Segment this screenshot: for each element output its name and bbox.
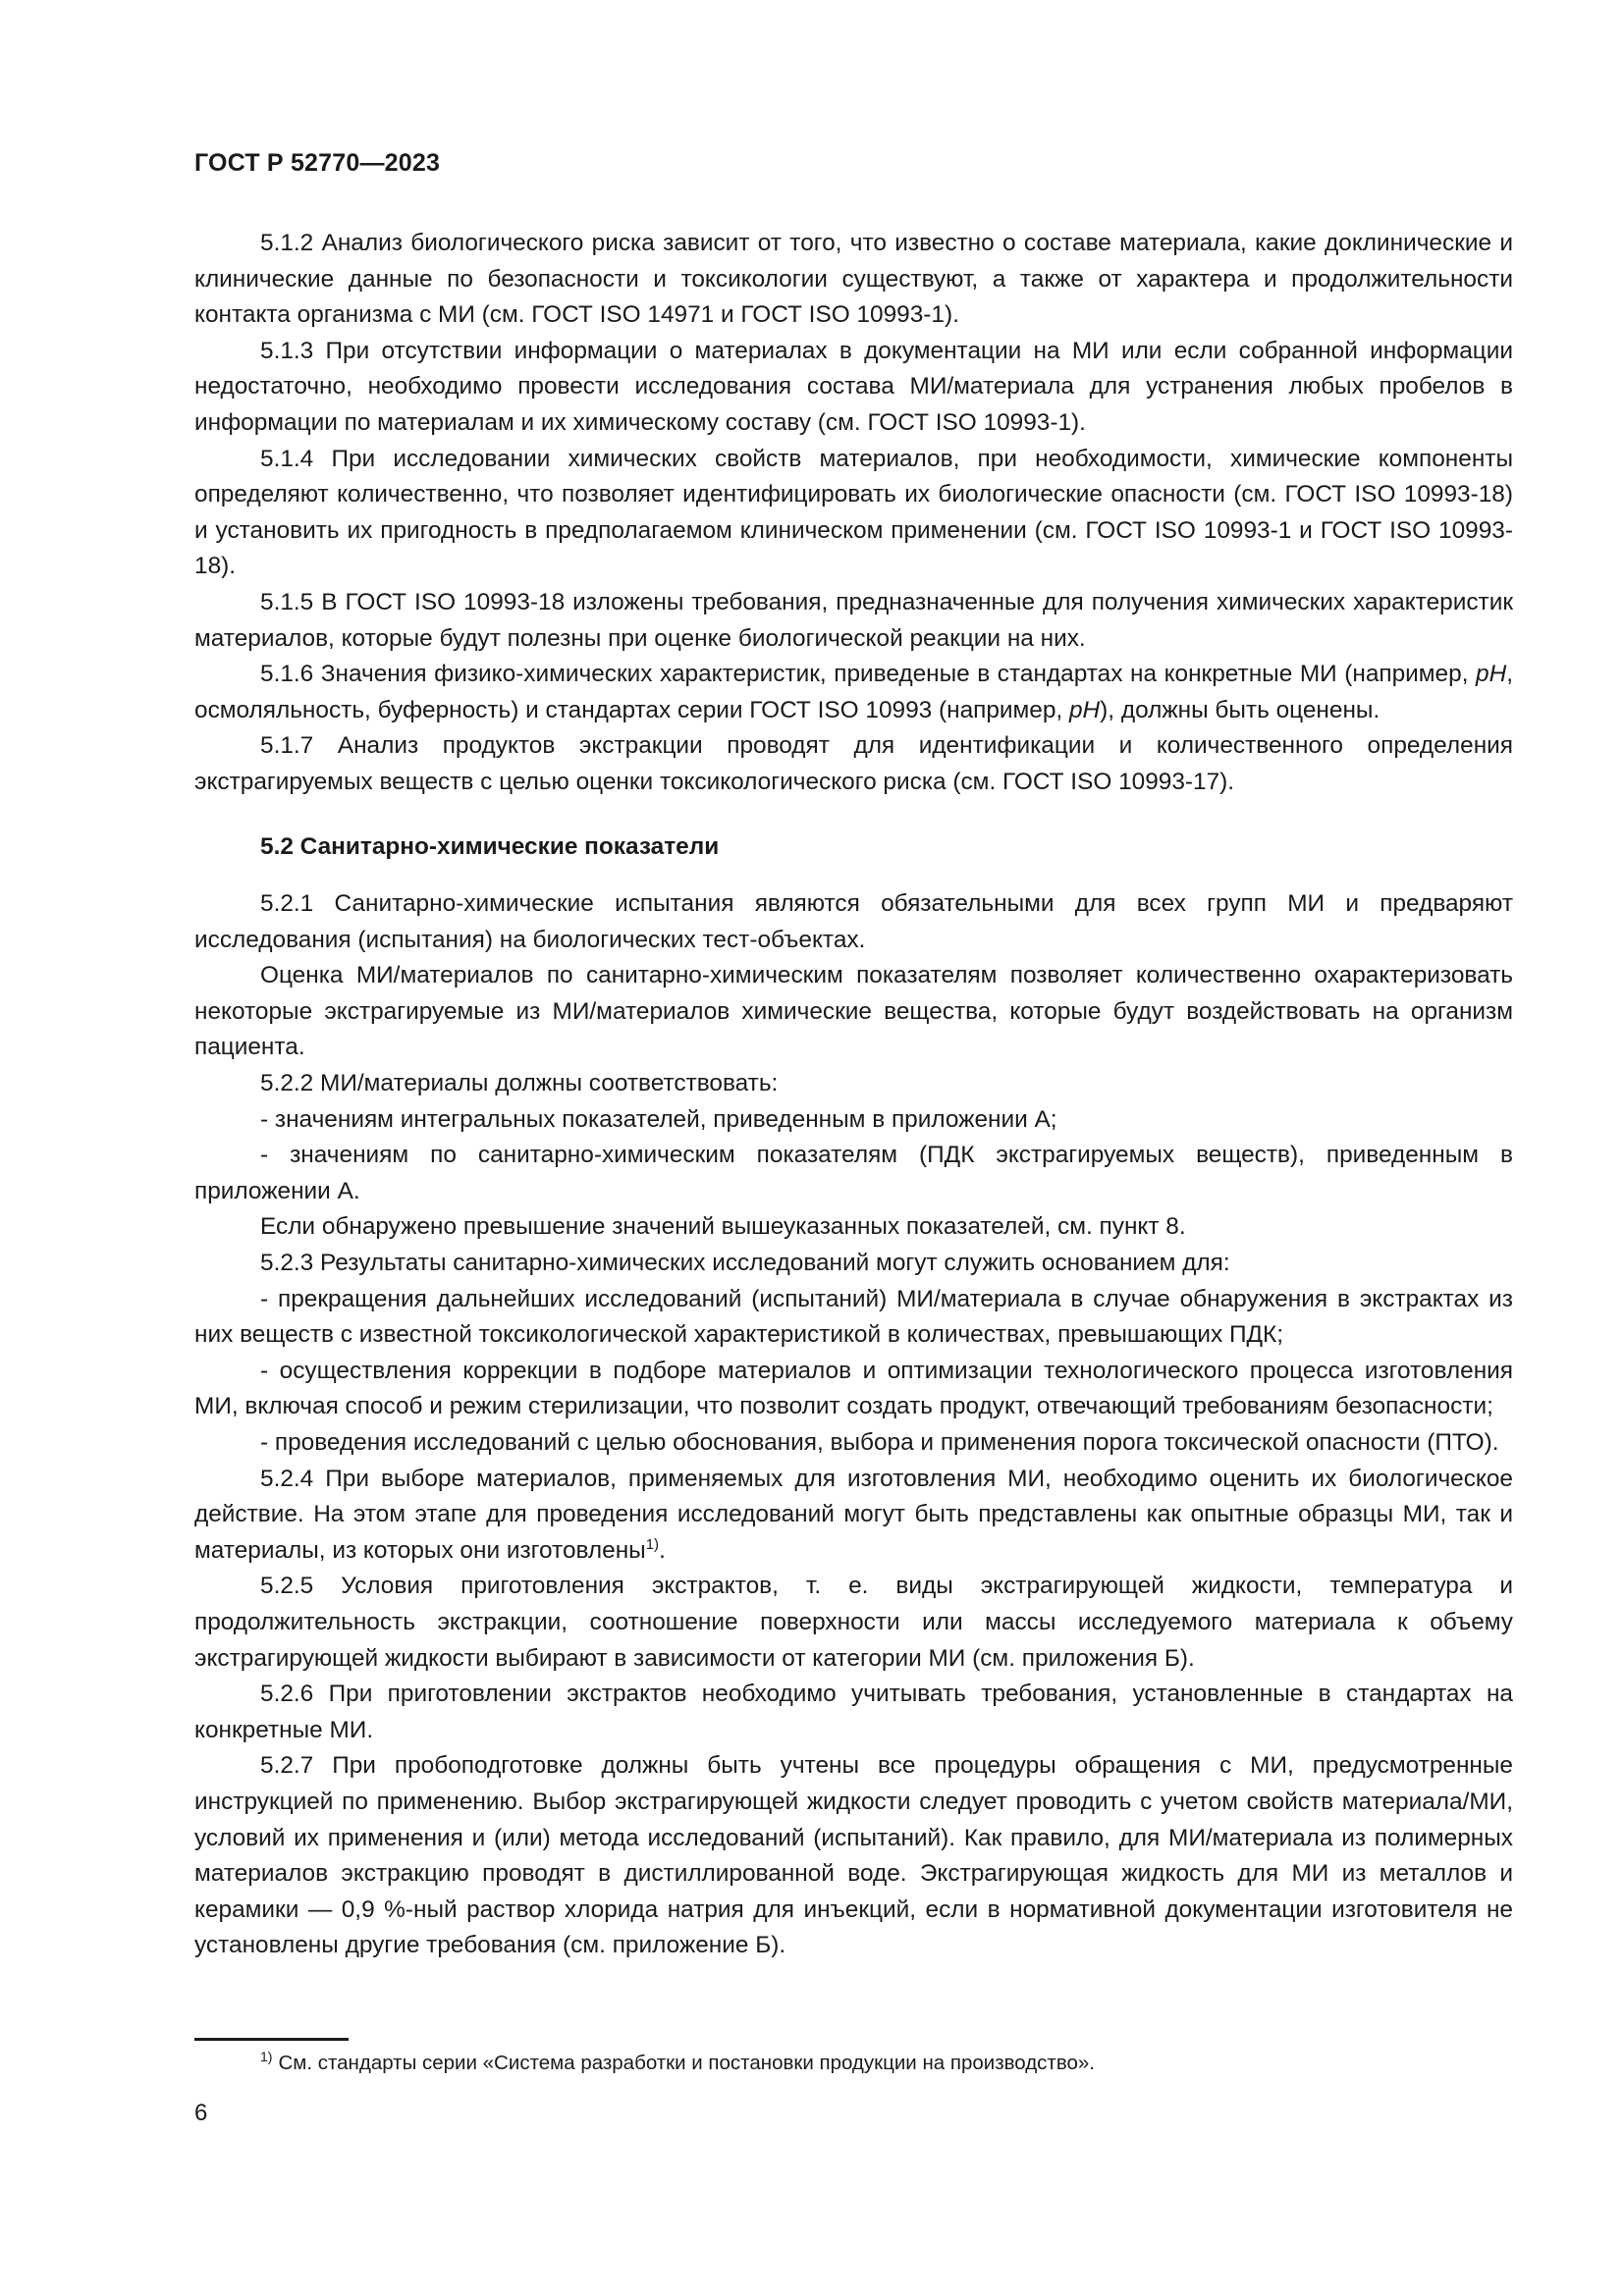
footnote — [194, 2049, 1513, 2078]
list-item: - значениям интегральных показателей, приведенным в приложении А; — [260, 1105, 1057, 1133]
paragraph-5-2-2: 5.2.2 МИ/материалы должны соответствовать: — [260, 1070, 779, 1097]
list-item: - прекращения дальнейших исследований (испытаний) МИ/материала в случае обнаружения в экстрактах из них веществ с известной токсикологической характеристикой в количествах, превышающих ПДК; — [194, 1285, 1513, 1349]
paragraph-5-2-4-text: 5.2.4 При выборе материалов, применяемых для изготовления МИ, необходимо оценить их биологическое действие. На этом этапе для проведения исследований могут быть представлены как опытные образцы МИ, так и материалы, из которых они изготовлены — [194, 1465, 1513, 1564]
paragraph-5-2-7: 5.2.7 При пробоподготовке должны быть учтены все процедуры обращения с МИ, предусмотренные инструкцией по применению. Выбор экстрагирующей жидкости следует проводить с учетом свойств материала/МИ, условий их применения и (или) метода исследований (испытаний). Как правило, для МИ/материала из полимерных материалов экстракцию проводят в дистиллированной воде. Экстрагирующая жидкость для МИ из металлов и керамики — 0,9 %-ный раствор хлорида натрия для инъекций, если в нормативной документации изготовителя не установлены другие требования (см. приложение Б). — [194, 1752, 1513, 1959]
paragraph-5-2-5: 5.2.5 Условия приготовления экстрактов, т. е. виды экстрагирующей жидкости, температура и продолжительность экстракции, соотношение поверхности или массы исследуемого материала к объему экстрагирующей жидкости выбирают в зависимости от категории МИ (см. приложения Б). — [194, 1573, 1513, 1672]
paragraph-5-1-6 — [194, 657, 1513, 728]
footnote-text: См. стандарты серии «Система разработки и постановки продукции на производство». — [278, 2052, 1095, 2074]
paragraph-5-2-3: 5.2.3 Результаты санитарно-химических исследований могут служить основанием для: — [260, 1250, 1230, 1277]
paragraph-exceedance: Если обнаружено превышение значений вышеуказанных показателей, см. пункт 8. — [260, 1213, 1186, 1241]
footnote-marker: 1) — [260, 2049, 273, 2064]
paragraph-5-2-1: 5.2.1 Санитарно-химические испытания являются обязательными для всех групп МИ и предваряют исследования (испытания) на биологических тест-объектах. — [194, 890, 1513, 953]
paragraph-5-2-4-end: . — [659, 1536, 666, 1564]
list-item: - проведения исследований с целью обоснования, выбора и применения порога токсической опасности (ПТО). — [260, 1429, 1499, 1456]
footnote-divider — [194, 2038, 349, 2041]
paragraph-5-1-4: 5.1.4 При исследовании химических свойств материалов, при необходимости, химические компоненты определяют количественно, что позволяет идентифицировать их биологические опасности (см. ГОСТ ISO 10993-18) и установить их пригодность в предполагаемом клиническом применении (см. ГОСТ ISO 10993-1 и ГОСТ ISO 10993-18). — [194, 445, 1513, 580]
section-heading-5-2: 5.2 Санитарно-химические показатели — [260, 832, 720, 860]
paragraph-5-1-6-text: 5.1.6 Значения физико-химических характеристик, приведеные в стандартах на конкретные МИ (например, — [260, 661, 1477, 688]
document-body — [194, 226, 1513, 1964]
paragraph-5-1-3: 5.1.3 При отсутствии информации о материалах в документации на МИ или если собранной информации недостаточно, необходимо провести исследования состава МИ/материала для устранения любых пробелов в информации по материалам и их химическому составу (см. ГОСТ ISO 10993-1). — [194, 337, 1513, 436]
paragraph-5-1-2: 5.1.2 Анализ биологического риска зависит от того, что известно о составе материала, какие доклинические и клинические данные по безопасности и токсикологии существуют, а также от характера и продолжительности контакта организма с МИ (см. ГОСТ ISO 14971 и ГОСТ ISO 10993-1). — [194, 230, 1513, 329]
page-number: 6 — [194, 2100, 208, 2126]
ph-term: pH — [1476, 661, 1507, 688]
paragraph-5-1-6-text: ), должны быть оценены. — [1100, 696, 1380, 723]
paragraph-5-1-7: 5.1.7 Анализ продуктов экстракции проводят для идентификации и количественного определения экстрагируемых веществ с целью оценки токсикологического риска (см. ГОСТ ISO 10993-17). — [194, 732, 1513, 795]
paragraph-evaluation: Оценка МИ/материалов по санитарно-химическим показателям позволяет количественно охарактеризовать некоторые экстрагируемые из МИ/материалов химические вещества, которые будут воздействовать на организм пациента. — [194, 962, 1513, 1061]
list-item: - значениям по санитарно-химическим показателям (ПДК экстрагируемых веществ), приведенным в приложении А. — [194, 1142, 1513, 1204]
paragraph-5-1-6-text: , осмоляльность, буферность) и стандартах серии ГОСТ ISO 10993 (например, — [194, 661, 1513, 723]
ph-term: pH — [1068, 696, 1101, 723]
list-item: - осуществления коррекции в подборе материалов и оптимизации технологического процесса изготовления МИ, включая способ и режим стерилизации, что позволит создать продукт, отвечающий требованиям безопасности; — [194, 1357, 1513, 1420]
paragraph-5-2-6: 5.2.6 При приготовлении экстрактов необходимо учитывать требования, установленные в стандартах на конкретные МИ. — [194, 1681, 1513, 1743]
paragraph-5-2-4 — [194, 1462, 1513, 1570]
footnote-reference: 1) — [645, 1535, 660, 1553]
document-code-header: ГОСТ Р 52770—2023 — [194, 149, 441, 177]
paragraph-5-1-5: 5.1.5 В ГОСТ ISO 10993-18 изложены требования, предназначенные для получения химических характеристик материалов, которые будут полезны при оценке биологической реакции на них. — [194, 588, 1513, 652]
